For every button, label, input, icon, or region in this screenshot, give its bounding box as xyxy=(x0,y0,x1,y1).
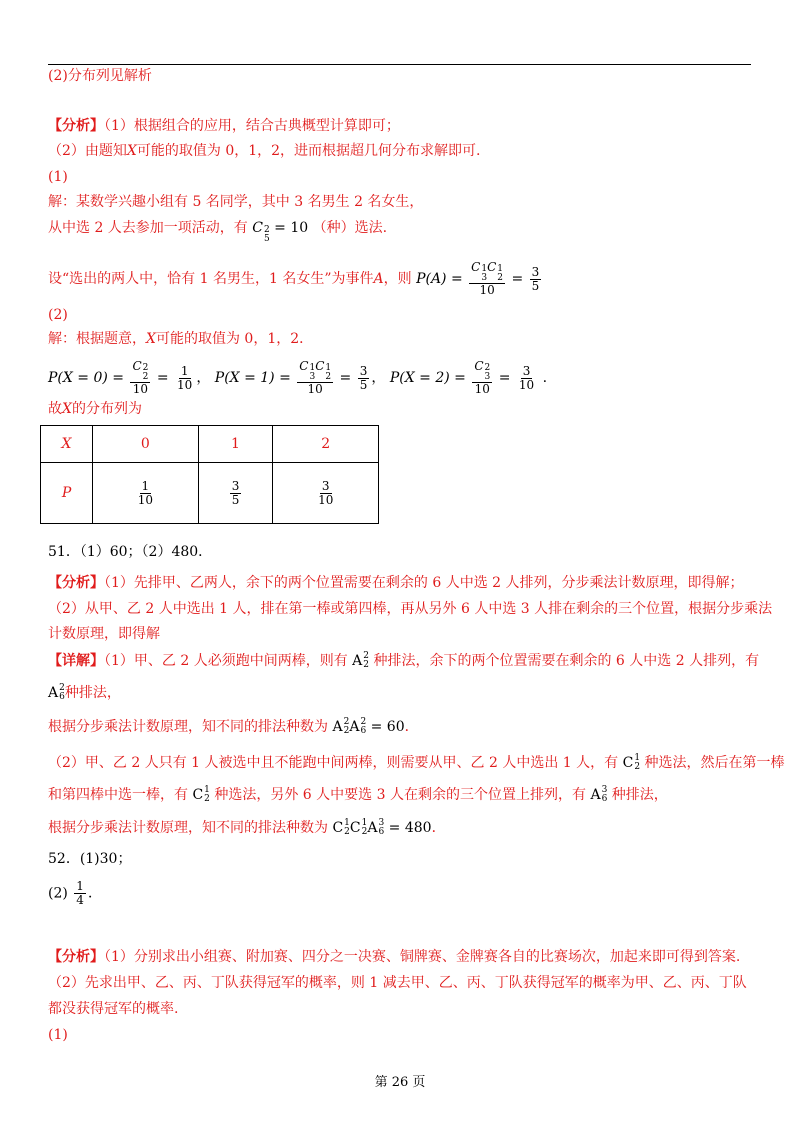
detail-tag: 【详解】 xyxy=(48,653,104,669)
part-2-label: (2) xyxy=(48,307,68,323)
answer-52-part-1: 52．(1)30； xyxy=(48,851,132,867)
page-number: 第 26 页 xyxy=(374,1075,426,1090)
formula-a22a62: A 2 2 A 2 6 = 60 xyxy=(332,717,405,736)
table-row xyxy=(41,426,379,463)
probability-formulas: P(X = 0) = C 2 2 10 = $\frac{1}{10}$ ， P(X = 1) = C 1 3 C 1 2 10 = $\frac{3}{5}$ ， P(X = 2) = C 2 3 10 = $\frac{3}{10}$ . xyxy=(48,359,548,396)
detail-51-line-4: （2）甲、乙 2 人只有 1 人被选中且不能跑中间两棒，则需要从甲、乙 2 人中选出 1 人，有 C 1 2 种选法，然后在第一棒 xyxy=(48,753,785,772)
analysis-line-1: 【分析】（1）根据组合的应用，结合古典概型计算即可； xyxy=(48,118,400,134)
table-header-1: 1 xyxy=(198,426,273,463)
part-1-label: (1) xyxy=(48,169,68,185)
answer-2: (2)分布列见解析 xyxy=(48,68,152,84)
table-cell-p: P xyxy=(41,463,93,524)
analysis-52-line-3: 都没获得冠军的概率. xyxy=(48,1001,179,1017)
formula-c21c21a63: C 1 2 C 1 2 A 3 6 = 480 xyxy=(332,818,432,837)
formula-c21: C 1 2 xyxy=(622,753,641,772)
table-row xyxy=(41,463,379,524)
solution-line-2: 从中选 2 人去参加一项活动，有 C 2 5 = 10 （种）选法. xyxy=(48,220,388,244)
formula-a63: A 3 6 xyxy=(590,785,608,804)
analysis-tag: 【分析】 xyxy=(48,575,104,591)
table-header-2: 2 xyxy=(273,426,379,463)
distribution-caption: 故X的分布列为 xyxy=(48,401,142,417)
table-header-x: X xyxy=(41,426,93,463)
analysis-51-line-1: 【分析】（1）先排甲、乙两人，余下的两个位置需要在剩余的 6 人中选 2 人排列，分步乘法计数原理，即得解； xyxy=(48,575,744,591)
solution-line-1: 解：某数学兴趣小组有 5 名同学，其中 3 名男生 2 名女生， xyxy=(48,194,424,210)
analysis-51-line-3: 计数原理，即得解 xyxy=(48,626,160,642)
detail-51-line-3: 根据分步乘法计数原理，知不同的排法种数为 A 2 2 A 2 6 = 60 ． xyxy=(48,717,419,736)
detail-51-line-2: A 2 6 种排法， xyxy=(48,683,121,702)
formula-c21b: C 1 2 xyxy=(192,785,210,804)
solution-line-3: 设“选出的两人中，恰有 1 名男生，1 名女生”为事件A，则 P(A) = C 1 3 C 1 2 10 = $\frac{3}{5}$ xyxy=(48,261,543,297)
formula-c52: C 2 5 = 10 xyxy=(252,220,309,244)
part-1-label-52: (1) xyxy=(48,1027,68,1043)
analysis-52-line-2: （2）先求出甲、乙、丙、丁队获得冠军的概率，则 1 减去甲、乙、丙、丁队获得冠军的概率为甲、乙、丙、丁队 xyxy=(48,975,747,991)
analysis-tag: 【分析】 xyxy=(48,118,104,134)
analysis-51-line-2: （2）从甲、乙 2 人中选出 1 人，排在第一棒或第四棒，再从另外 6 人中选 3 人排在剩余的三个位置，根据分步乘法 xyxy=(48,601,773,617)
analysis-line-2: （2）由题知X可能的取值为 0，1，2，进而根据超几何分布求解即可. xyxy=(48,143,481,159)
table-cell: $\frac{3}{5}$ xyxy=(198,463,273,524)
top-rule xyxy=(48,64,751,65)
formula-a62: A 2 6 xyxy=(48,683,65,702)
detail-51-line-1: 【详解】（1）甲、乙 2 人必须跑中间两棒，则有 A 2 2 种排法，余下的两个位置需要在剩余的 6 人中选 2 人排列，有 xyxy=(48,651,760,670)
formula-a22: A 2 2 xyxy=(352,651,370,670)
analysis-52-line-1: 【分析】（1）分别求出小组赛、附加赛、四分之一决赛、铜牌赛、金牌赛各自的比赛场次，加起来即可得到答案. xyxy=(48,949,741,965)
detail-51-line-5: 和第四棒中选一棒，有 C 1 2 种选法，另外 6 人中要选 3 人在剩余的三个位置上排列，有 A 3 6 种排法， xyxy=(48,785,668,804)
formula-pa: P(A) = C 1 3 C 1 2 10 = $\frac{3}{5}$ xyxy=(416,260,540,297)
table-cell: $\frac{3}{10}$ xyxy=(273,463,379,524)
answer-51: 51．（1）60；（2）480． xyxy=(48,544,213,560)
distribution-table xyxy=(40,425,379,524)
table-header-0: 0 xyxy=(93,426,199,463)
detail-51-line-6: 根据分步乘法计数原理，知不同的排法种数为 C 1 2 C 1 2 A 3 6 = 480 ． xyxy=(48,818,446,837)
table-cell: $\frac{1}{10}$ xyxy=(93,463,199,524)
solution-2-line-1: 解：根据题意，X可能的取值为 0，1，2． xyxy=(48,331,314,347)
answer-52-part-2: (2) $\frac{1}{4}$ ． xyxy=(48,879,102,907)
analysis-tag: 【分析】 xyxy=(48,949,104,965)
